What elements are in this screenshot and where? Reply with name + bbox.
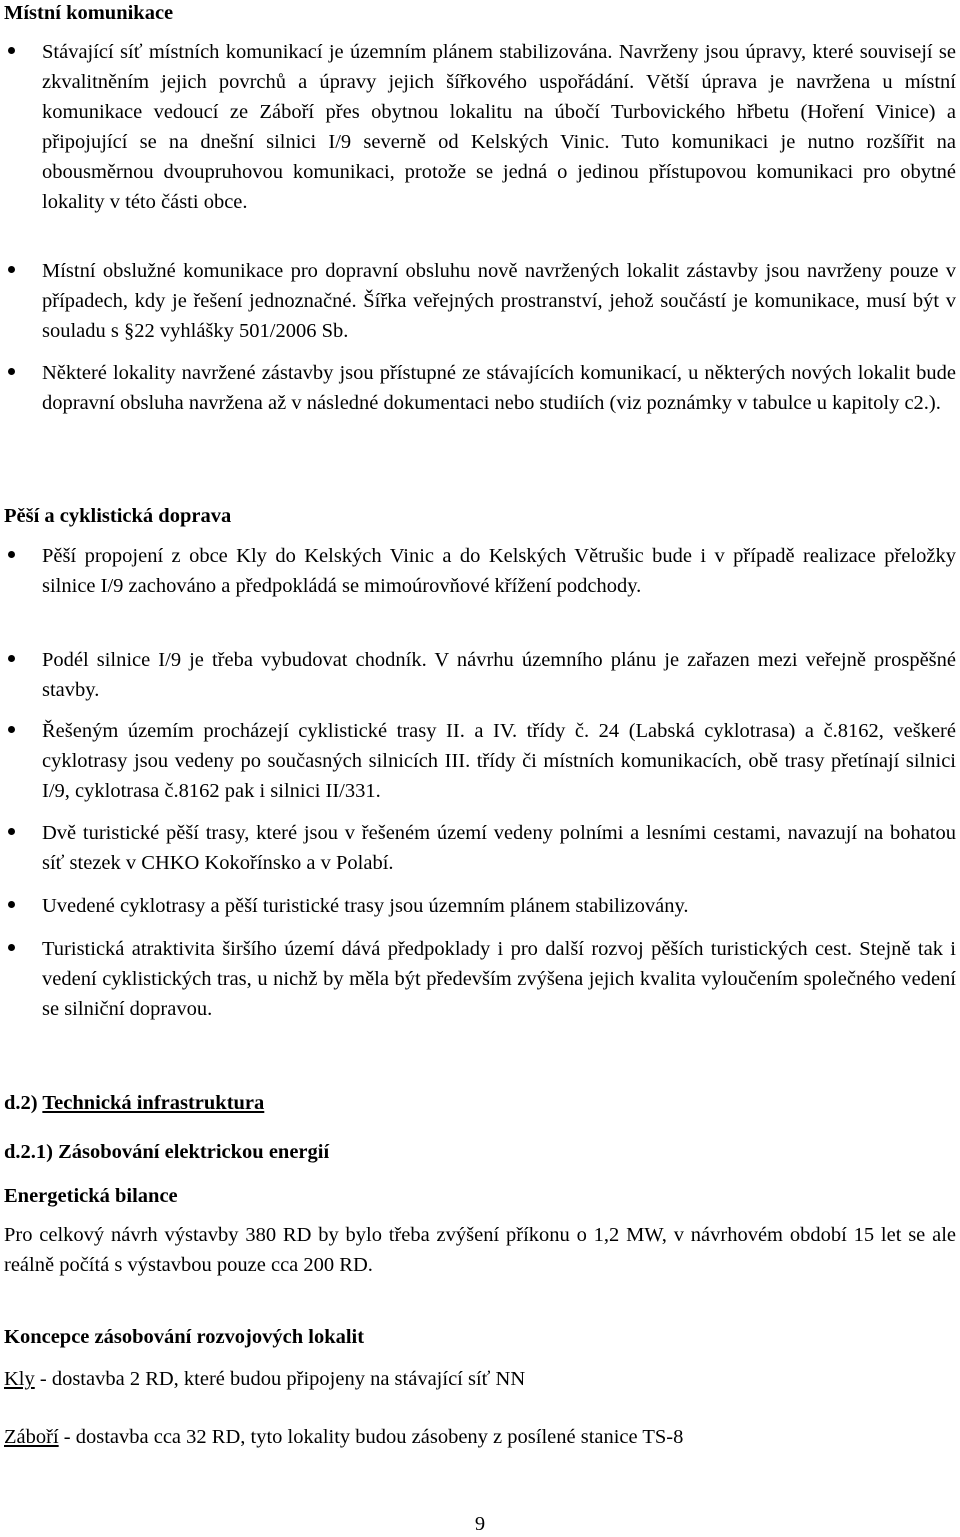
heading-pedestrian-cycling: Pěší a cyklistická doprava <box>4 505 232 527</box>
bullet-text: Místní obslužné komunikace pro dopravní obsluhu nově navržených lokalit zástavby jsou navrženy pouze v případech, kdy je řešení jednoznačné. Šířka veřejných prostranství, jehož součástí je komunikace, musí být v souladu s §22 vyhlášky 501/2006 Sb. <box>42 260 956 342</box>
bullet-text: Pěší propojení z obce Kly do Kelských Vinic a do Kelských Větrušic bude i v případě realizace přeložky silnice I/9 zachováno a předpokládá se mimoúrovňové křížení podchody. <box>42 545 956 597</box>
list-item <box>4 934 956 1024</box>
kly-line <box>4 1366 525 1392</box>
bullet-icon <box>8 655 15 662</box>
list-item <box>4 37 956 217</box>
list-item <box>4 891 956 921</box>
zabori-line <box>4 1424 683 1450</box>
heading-number: d.2) <box>4 1092 43 1114</box>
list-item <box>4 358 956 418</box>
bullet-icon <box>8 726 15 733</box>
heading-concept: Koncepce zásobování rozvojových lokalit <box>4 1326 365 1348</box>
bullet-text: Dvě turistické pěší trasy, které jsou v řešeném území vedeny polními a lesními cestami, navazují na bohatou síť stezek v CHKO Kokořínsko a v Polabí. <box>42 822 956 874</box>
bullet-text: Uvedené cyklotrasy a pěší turistické trasy jsou územním plánem stabilizovány. <box>42 895 689 917</box>
energy-paragraph: Pro celkový návrh výstavby 380 RD by bylo třeba zvýšení příkonu o 1,2 MW, v návrhovém období 15 let se ale reálně počítá s výstavbou pouze cca 200 RD. <box>4 1224 956 1276</box>
bullet-icon <box>8 551 15 558</box>
list-item <box>4 645 956 705</box>
bullet-icon <box>8 944 15 951</box>
locality-text: - dostavba 2 RD, které budou připojeny na stávající síť NN <box>34 1368 526 1390</box>
heading-technical-infrastructure <box>4 1090 264 1116</box>
bullet-icon <box>8 901 15 908</box>
bullet-text: Podél silnice I/9 je třeba vybudovat chodník. V návrhu územního plánu je zařazen mezi veřejně prospěšné stavby. <box>42 649 956 701</box>
bullet-text: Turistická atraktivita širšího území dává předpoklady i pro další rozvoj pěších turistických cest. Stejně tak i vedení cyklistických tras, u nichž by měla být především zvýšena jejich kvalita vyloučením společného vedení se silniční dopravou. <box>42 938 956 1020</box>
bullet-icon <box>8 266 15 273</box>
list-item <box>4 541 956 601</box>
list-item <box>4 716 956 806</box>
bullet-text: Některé lokality navržené zástavby jsou přístupné ze stávajících komunikací, u některých nových lokalit bude dopravní obsluha navržena až v následné dokumentaci nebo studiích (viz poznámky v tabulce u kapitoly c2.). <box>42 362 956 414</box>
bullet-icon <box>8 828 15 835</box>
bullet-text: Stávající síť místních komunikací je územním plánem stabilizována. Navrženy jsou úpravy, které souvisejí se zkvalitněním jejich povrchů a úpravy jejich šířkového uspořádání. Větší úprava je navržena u místní komunikace vedoucí ze Záboří přes obytnou lokalitu na úbočí Turbovického hřbetu (Hoření Vinice) a připojující se na dnešní silnici I/9 severně od Kelských Vinic. Tuto komunikaci je nutno rozšířit na obousměrnou dvoupruhovou komunikaci, protože se jedná o jedinou přístupovou komunikaci pro obytné lokality v této části obce. <box>42 41 956 213</box>
locality-text: - dostavba cca 32 RD, tyto lokality budou zásobeny z posílené stanice TS-8 <box>58 1426 684 1448</box>
bullet-icon <box>8 47 15 54</box>
subheading-electricity: d.2.1) Zásobování elektrickou energií <box>4 1141 330 1163</box>
heading-energy-balance: Energetická bilance <box>4 1185 178 1207</box>
list-item <box>4 256 956 346</box>
bullet-icon <box>8 368 15 375</box>
heading-local-roads: Místní komunikace <box>4 2 174 24</box>
locality-name: Záboří <box>4 1426 59 1448</box>
bullet-text: Řešeným územím procházejí cyklistické trasy II. a IV. třídy č. 24 (Labská cyklotrasa) a č.8162, veškeré cyklotrasy jsou vedeny po současných silnicích III. třídy či místních komunikacích, obě trasy přetínají silnici I/9, cyklotrasa č.8162 pak i silnici II/331. <box>42 720 956 802</box>
locality-name: Kly <box>4 1368 35 1390</box>
list-item <box>4 818 956 878</box>
page-number: 9 <box>474 1513 486 1535</box>
heading-title: Technická infrastruktura <box>42 1092 265 1114</box>
